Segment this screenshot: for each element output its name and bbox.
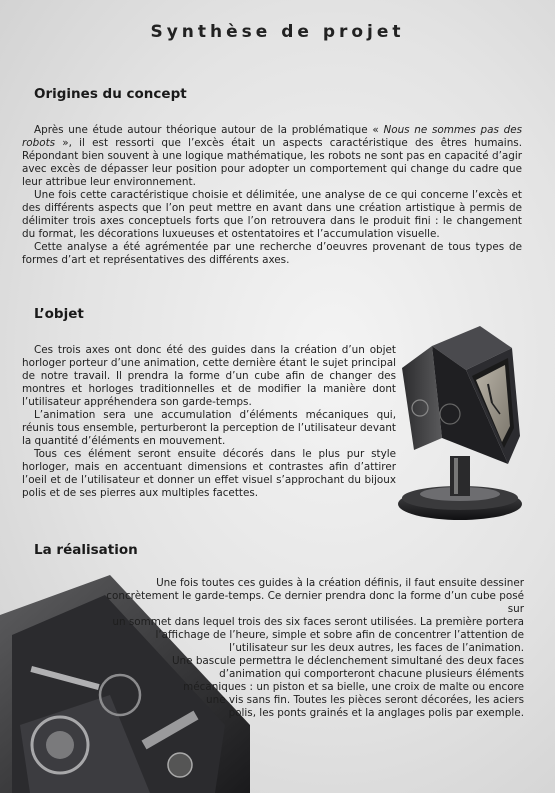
paragraph: Après une étude autour théorique autour de la problématique « Nous ne sommes pas des robots », il est ressorti que l’excès était un aspects caractéristique des êtres humains. Répondant bien souvent à une logique mathématique, les robots ne sont pas en capacité d’agir avec excès de dépasser leur position pour adopter un comportement qui change du cadre que leur attribue leur environnement. [22, 124, 523, 188]
paragraph-line: un sommet dans lequel trois des six faces seront utilisées. La première portera [112, 616, 524, 628]
section-realisation-body [100, 577, 524, 720]
section-heading-origines: Origines du concept [34, 86, 187, 102]
paragraph-line: Une fois toutes ces guides à la création définis, il faut ensuite dessiner concrètement le garde-temps. Ce dernier prendra donc la forme d’un cube posé sur [106, 577, 524, 615]
paragraph-line: l’affichage de l’heure, simple et sobre afin de concentrer l’attention de l’utilisateur sur les deux autres, les faces de l’animation. [155, 629, 524, 654]
paragraph: Cette analyse a été agrémentée par une recherche d’oeuvres provenant de tous types de formes d’art et représentatives des différents axes. [22, 241, 522, 266]
page-title: Synthèse de projet [150, 22, 405, 42]
paragraph: Ces trois axes ont donc été des guides dans la création d’un objet horloger porteur d’une animation, cette dernière étant le sujet principal de notre travail. Il prendra la forme d’un cube afin de changer des montres et horloges traditionnelles et de modifier la manière dont l’utilisateur appréhendera son garde-temps. [22, 344, 396, 408]
section-heading-objet: L’objet [34, 306, 84, 322]
paragraph: Une fois cette caractéristique choisie et délimitée, une analyse de ce qui concerne l’excès et des différents aspects que l’on peut mettre en avant dans une création artistique à permis de délimiter trois axes conceptuels forts que l’on retrouvera dans le produit fini : le changement du format, les décorations luxueuses et ostentatoires et l’accumulation visuelle. [22, 189, 522, 240]
paragraph-line: polis, les ponts grainés et la anglages polis par exemple. [228, 707, 524, 719]
cube-clock-illustration [392, 318, 532, 528]
section-objet-body [22, 344, 396, 500]
paragraph-line: Une bascule permettra le déclenchement simultané des deux faces [171, 655, 524, 667]
paragraph-line: une vis sans fin. Toutes les pièces seront décorées, les aciers [206, 694, 524, 706]
section-origines-body [22, 124, 522, 267]
paragraph-line: d’animation qui comporteront chacune plusieurs éléments mécaniques : un piston et sa bielle, une croix de malte ou encore [183, 668, 524, 693]
paragraph: Tous ces élément seront ensuite décorés dans le plus pur style horloger, mais en accentuant dimensions et contrastes afin d’attirer l’oeil et de l’utilisateur et donner un effet visuel s’approchant du bijoux polis et de ses pierres aux multiples facettes. [22, 448, 396, 499]
paragraph: L’animation sera une accumulation d’éléments mécaniques qui, réunis tous ensemble, perturberont la perception de l’utilisateur devant la quantité d’éléments en mouvement. [22, 409, 396, 447]
section-heading-realisation: La réalisation [34, 542, 138, 558]
